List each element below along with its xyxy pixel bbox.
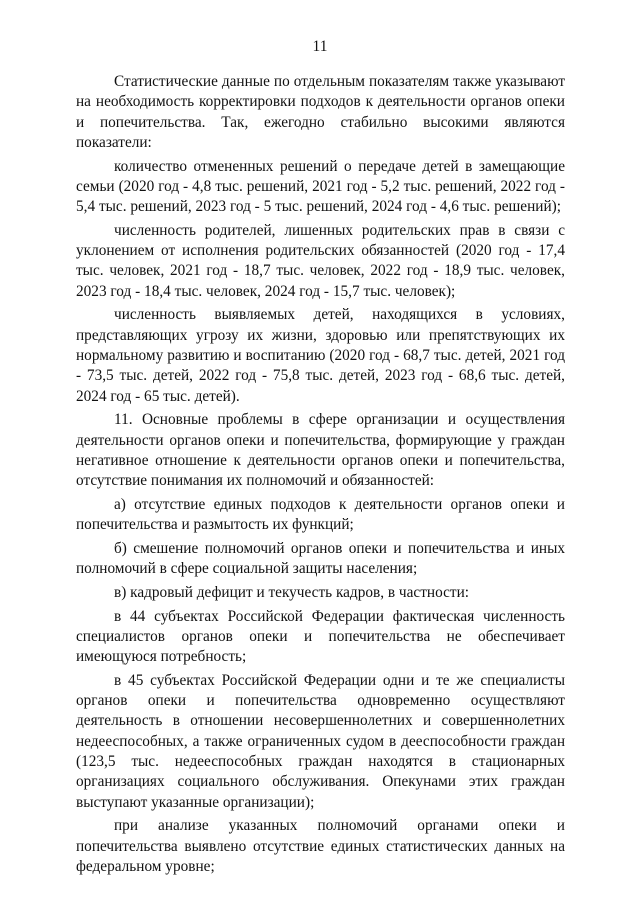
paragraph-statistics-intro: Статистические данные по отдельным показателям также указывают на необходимость корректировки подходов к деятельности органов опеки и попечительства. Так, ежегодно стабильно высокими являются показатели: [76, 73, 565, 151]
paragraph-44-regions: в 44 субъектах Российской Федерации фактическая численность специалистов органов опеки и попечительства не обеспечивает имеющуюся потребность; [76, 607, 565, 666]
page-number: 11 [312, 38, 328, 55]
paragraph-children-at-risk: численность выявляемых детей, находящихся в условиях, представляющих угрозу их жизни, здоровью или препятствующих их нормальному развитию и воспитанию (2020 год - 68,7 тыс. детей, 2021 год - 73,5 тыс. детей, 2022 год - 75,8 тыс. детей, 2023 год - 68,6 тыс. детей, 2024 год - 65 тыс. детей). [76, 306, 565, 405]
paragraph-cancelled-decisions: количество отмененных решений о передаче детей в замещающие семьи (2020 год - 4,8 тыс. решений, 2021 год - 5,2 тыс. решений, 2022 год - 5,4 тыс. решений, 2023 год - 5 тыс. решений, 2024 год - 4,6 тыс. решений); [76, 157, 565, 216]
paragraph-item-a: а) отсутствие единых подходов к деятельности органов опеки и попечительства и размытость их функций; [76, 495, 565, 534]
paragraph-45-regions: в 45 субъектах Российской Федерации одни и те же специалисты органов опеки и попечительства одновременно осуществляют деятельность в отношении несовершеннолетних и совершеннолетних недееспособных, а также ограниченных судом в дееспособности граждан (123,5 тыс. недееспособных граждан находятся в стационарных организациях социального обслуживания. Опекунами этих граждан выступают указанные организации); [76, 671, 565, 811]
paragraph-section-11: 11. Основные проблемы в сфере организации и осуществления деятельности органов опеки и попечительства, формирующие у граждан негативное отношение к деятельности органов опеки и попечительства, отсутствие понимания их полномочий и обязанностей: [76, 411, 565, 490]
paragraph-item-b: б) смешение полномочий органов опеки и попечительства и иных полномочий в сфере социальной защиты населения; [76, 539, 565, 578]
document-body [76, 72, 565, 881]
paragraph-item-v: в) кадровый дефицит и текучесть кадров, в частности: [114, 583, 470, 601]
paragraph-deprived-parents: численность родителей, лишенных родительских прав в связи с уклонением от исполнения родительских обязанностей (2020 год - 17,4 тыс. человек, 2021 год - 18,7 тыс. человек, 2022 год - 18,9 тыс. человек, 2023 год - 18,4 тыс. человек, 2024 год - 15,7 тыс. человек); [76, 221, 565, 300]
paragraph-statistical-data: при анализе указанных полномочий органами опеки и попечительства выявлено отсутствие единых статистических данных на федеральном уровне; [76, 817, 565, 875]
